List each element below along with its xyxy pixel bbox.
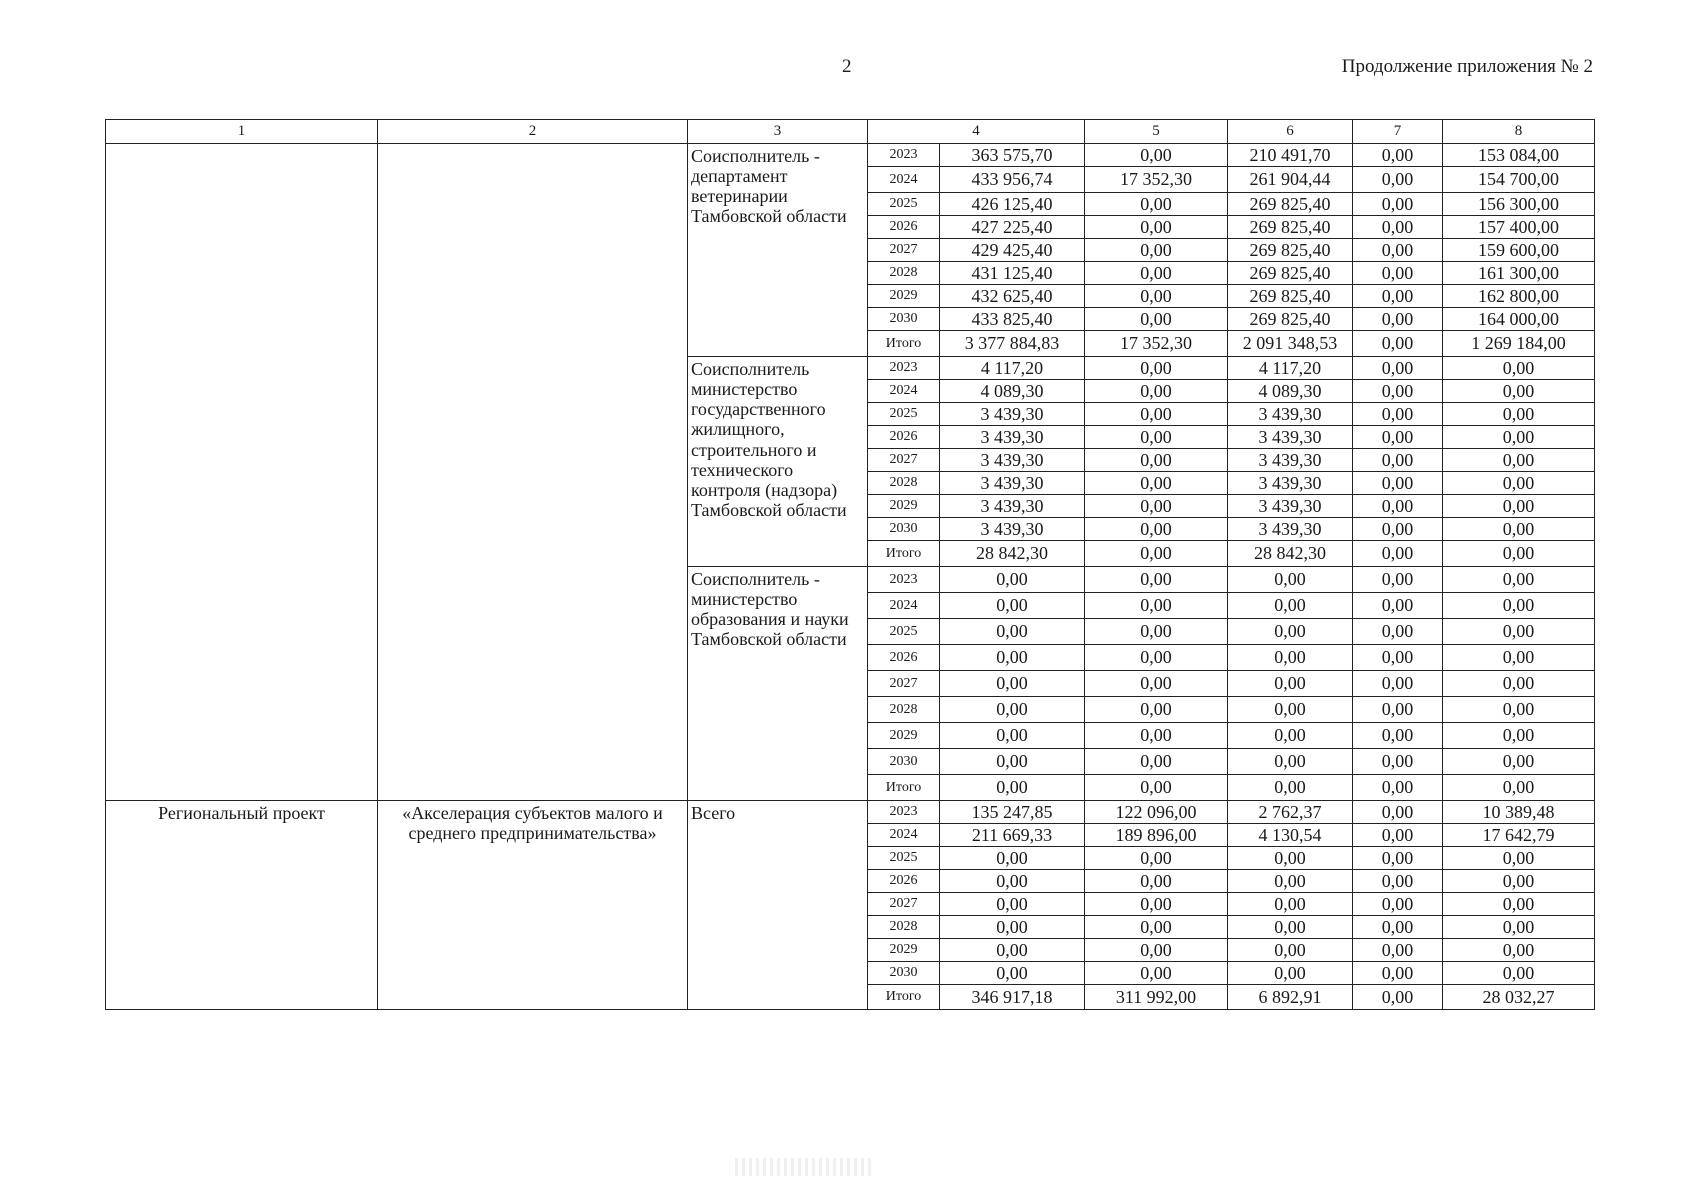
year-cell: 2030 <box>868 308 940 331</box>
amount-cell: 0,00 <box>1228 893 1353 916</box>
amount-cell: 3 439,30 <box>1228 426 1353 449</box>
amount-cell: 0,00 <box>1228 962 1353 985</box>
year-cell: 2030 <box>868 749 940 775</box>
amount-cell: 0,00 <box>1228 870 1353 893</box>
amount-cell: 1 269 184,00 <box>1443 331 1595 357</box>
year-cell: 2028 <box>868 472 940 495</box>
amount-cell: 161 300,00 <box>1443 262 1595 285</box>
year-cell: 2026 <box>868 870 940 893</box>
column-header: 6 <box>1228 120 1353 144</box>
amount-cell: 159 600,00 <box>1443 239 1595 262</box>
amount-cell: 0,00 <box>1443 893 1595 916</box>
amount-cell: 0,00 <box>1353 495 1443 518</box>
amount-cell: 0,00 <box>1353 403 1443 426</box>
amount-cell: 0,00 <box>1085 541 1228 567</box>
amount-cell: 0,00 <box>1353 939 1443 962</box>
amount-cell: 122 096,00 <box>1085 801 1228 824</box>
year-cell: Итого <box>868 541 940 567</box>
amount-cell: 0,00 <box>1443 518 1595 541</box>
column-header: 3 <box>688 120 868 144</box>
amount-cell: 0,00 <box>940 697 1085 723</box>
amount-cell: 3 439,30 <box>1228 472 1353 495</box>
year-cell: 2025 <box>868 619 940 645</box>
amount-cell: 17 352,30 <box>1085 331 1228 357</box>
amount-cell: 269 825,40 <box>1228 285 1353 308</box>
amount-cell: 0,00 <box>1085 239 1228 262</box>
amount-cell: 162 800,00 <box>1443 285 1595 308</box>
amount-cell: 0,00 <box>1443 357 1595 380</box>
amount-cell: 0,00 <box>1228 645 1353 671</box>
amount-cell: 157 400,00 <box>1443 216 1595 239</box>
executor-cell: Соисполнитель министерство государственного жилищного, строительного и технического контроля (надзора) Тамбовской области <box>688 357 868 567</box>
amount-cell: 0,00 <box>1353 645 1443 671</box>
amount-cell: 210 491,70 <box>1228 144 1353 167</box>
amount-cell: 0,00 <box>1085 916 1228 939</box>
column-header: 7 <box>1353 120 1443 144</box>
amount-cell: 3 439,30 <box>1228 518 1353 541</box>
amount-cell: 2 762,37 <box>1228 801 1353 824</box>
amount-cell: 3 439,30 <box>940 518 1085 541</box>
amount-cell: 0,00 <box>940 593 1085 619</box>
column-header: 5 <box>1085 120 1228 144</box>
amount-cell: 0,00 <box>1228 671 1353 697</box>
amount-cell: 28 032,27 <box>1443 985 1595 1010</box>
amount-cell: 0,00 <box>1085 403 1228 426</box>
amount-cell: 0,00 <box>1085 723 1228 749</box>
executor-cell: Соисполнитель - министерство образования и науки Тамбовской области <box>688 567 868 801</box>
page-number: 2 <box>842 56 852 77</box>
amount-cell: 0,00 <box>1353 262 1443 285</box>
amount-cell: 0,00 <box>940 723 1085 749</box>
amount-cell: 0,00 <box>1353 193 1443 216</box>
amount-cell: 0,00 <box>1353 449 1443 472</box>
amount-cell: 0,00 <box>1443 567 1595 593</box>
amount-cell: 0,00 <box>1085 671 1228 697</box>
amount-cell: 0,00 <box>1443 962 1595 985</box>
amount-cell: 0,00 <box>1085 380 1228 403</box>
amount-cell: 4 130,54 <box>1228 824 1353 847</box>
amount-cell: 0,00 <box>1443 403 1595 426</box>
amount-cell: 0,00 <box>940 962 1085 985</box>
amount-cell: 311 992,00 <box>1085 985 1228 1010</box>
amount-cell: 0,00 <box>1085 749 1228 775</box>
amount-cell: 0,00 <box>1085 357 1228 380</box>
year-cell: 2023 <box>868 144 940 167</box>
year-cell: 2027 <box>868 671 940 697</box>
amount-cell: 2 091 348,53 <box>1228 331 1353 357</box>
amount-cell: 0,00 <box>1085 285 1228 308</box>
amount-cell: 0,00 <box>1085 262 1228 285</box>
amount-cell: 3 439,30 <box>940 449 1085 472</box>
amount-cell: 0,00 <box>940 567 1085 593</box>
amount-cell: 0,00 <box>1353 697 1443 723</box>
year-cell: 2027 <box>868 239 940 262</box>
appendix-continuation-note: Продолжение приложения № 2 <box>1341 56 1593 77</box>
amount-cell: 0,00 <box>940 939 1085 962</box>
amount-cell: 0,00 <box>1353 331 1443 357</box>
year-cell: Итого <box>868 331 940 357</box>
amount-cell: 3 439,30 <box>940 472 1085 495</box>
year-cell: Итого <box>868 985 940 1010</box>
amount-cell: 0,00 <box>1443 749 1595 775</box>
amount-cell: 0,00 <box>1443 939 1595 962</box>
amount-cell: 3 377 884,83 <box>940 331 1085 357</box>
amount-cell: 0,00 <box>1353 962 1443 985</box>
amount-cell: 0,00 <box>1443 593 1595 619</box>
amount-cell: 0,00 <box>1353 916 1443 939</box>
amount-cell: 164 000,00 <box>1443 308 1595 331</box>
amount-cell: 432 625,40 <box>940 285 1085 308</box>
amount-cell: 0,00 <box>940 749 1085 775</box>
year-cell: 2028 <box>868 916 940 939</box>
amount-cell: 433 825,40 <box>940 308 1085 331</box>
amount-cell: 4 089,30 <box>1228 380 1353 403</box>
year-cell: 2030 <box>868 962 940 985</box>
amount-cell: 269 825,40 <box>1228 193 1353 216</box>
year-cell: Итого <box>868 775 940 801</box>
amount-cell: 431 125,40 <box>940 262 1085 285</box>
amount-cell: 189 896,00 <box>1085 824 1228 847</box>
amount-cell: 0,00 <box>1353 847 1443 870</box>
amount-cell: 0,00 <box>1353 518 1443 541</box>
amount-cell: 0,00 <box>1085 593 1228 619</box>
amount-cell: 0,00 <box>1228 593 1353 619</box>
amount-cell: 363 575,70 <box>940 144 1085 167</box>
table-row <box>106 144 1595 167</box>
amount-cell: 0,00 <box>1228 697 1353 723</box>
amount-cell: 429 425,40 <box>940 239 1085 262</box>
year-cell: 2028 <box>868 697 940 723</box>
amount-cell: 0,00 <box>940 645 1085 671</box>
amount-cell: 0,00 <box>1443 541 1595 567</box>
amount-cell: 3 439,30 <box>1228 495 1353 518</box>
amount-cell: 0,00 <box>1085 449 1228 472</box>
amount-cell: 0,00 <box>1353 893 1443 916</box>
amount-cell: 0,00 <box>1353 541 1443 567</box>
amount-cell: 28 842,30 <box>940 541 1085 567</box>
year-cell: 2027 <box>868 449 940 472</box>
amount-cell: 135 247,85 <box>940 801 1085 824</box>
amount-cell: 0,00 <box>940 775 1085 801</box>
year-cell: 2029 <box>868 939 940 962</box>
amount-cell: 0,00 <box>1085 645 1228 671</box>
amount-cell: 3 439,30 <box>1228 449 1353 472</box>
year-cell: 2026 <box>868 645 940 671</box>
amount-cell: 3 439,30 <box>940 426 1085 449</box>
amount-cell: 0,00 <box>1443 495 1595 518</box>
amount-cell: 10 389,48 <box>1443 801 1595 824</box>
amount-cell: 261 904,44 <box>1228 167 1353 193</box>
year-cell: 2024 <box>868 824 940 847</box>
year-cell: 2023 <box>868 357 940 380</box>
year-cell: 2023 <box>868 567 940 593</box>
amount-cell: 28 842,30 <box>1228 541 1353 567</box>
amount-cell: 0,00 <box>1353 144 1443 167</box>
amount-cell: 269 825,40 <box>1228 216 1353 239</box>
amount-cell: 0,00 <box>1443 472 1595 495</box>
amount-cell: 0,00 <box>940 671 1085 697</box>
amount-cell: 0,00 <box>940 870 1085 893</box>
amount-cell: 211 669,33 <box>940 824 1085 847</box>
year-cell: 2025 <box>868 193 940 216</box>
amount-cell: 0,00 <box>1353 749 1443 775</box>
amount-cell: 0,00 <box>1353 167 1443 193</box>
amount-cell: 0,00 <box>1085 193 1228 216</box>
amount-cell: 0,00 <box>1085 697 1228 723</box>
year-cell: 2030 <box>868 518 940 541</box>
amount-cell: 0,00 <box>1353 619 1443 645</box>
amount-cell: 0,00 <box>1228 723 1353 749</box>
amount-cell: 0,00 <box>1353 426 1443 449</box>
amount-cell: 346 917,18 <box>940 985 1085 1010</box>
amount-cell: 0,00 <box>1443 916 1595 939</box>
year-cell: 2029 <box>868 285 940 308</box>
amount-cell: 0,00 <box>1353 285 1443 308</box>
amount-cell: 3 439,30 <box>940 495 1085 518</box>
amount-cell: 0,00 <box>940 847 1085 870</box>
amount-cell: 0,00 <box>1443 380 1595 403</box>
amount-cell: 0,00 <box>1353 671 1443 697</box>
executor-cell: Соисполнитель - департамент ветеринарии Тамбовской области <box>688 144 868 357</box>
amount-cell: 269 825,40 <box>1228 262 1353 285</box>
year-cell: 2025 <box>868 403 940 426</box>
amount-cell: 0,00 <box>1085 775 1228 801</box>
amount-cell: 0,00 <box>1353 239 1443 262</box>
amount-cell: 0,00 <box>1228 567 1353 593</box>
year-cell: 2023 <box>868 801 940 824</box>
year-cell: 2029 <box>868 495 940 518</box>
amount-cell: 269 825,40 <box>1228 239 1353 262</box>
amount-cell: 0,00 <box>1085 495 1228 518</box>
program-element-name-cell: «Акселерация субъектов малого и среднего предпринимательства» <box>378 801 688 1010</box>
amount-cell: 0,00 <box>1228 775 1353 801</box>
amount-cell: 0,00 <box>1085 426 1228 449</box>
amount-cell: 0,00 <box>1085 847 1228 870</box>
amount-cell: 0,00 <box>1085 962 1228 985</box>
amount-cell: 0,00 <box>1443 847 1595 870</box>
amount-cell: 0,00 <box>1443 697 1595 723</box>
amount-cell: 0,00 <box>940 893 1085 916</box>
amount-cell: 427 225,40 <box>940 216 1085 239</box>
column-header: 4 <box>868 120 1085 144</box>
amount-cell: 0,00 <box>1085 939 1228 962</box>
amount-cell: 433 956,74 <box>940 167 1085 193</box>
amount-cell: 156 300,00 <box>1443 193 1595 216</box>
column-number-header-row <box>106 120 1595 144</box>
amount-cell: 0,00 <box>1353 824 1443 847</box>
amount-cell: 0,00 <box>1353 775 1443 801</box>
amount-cell: 0,00 <box>1443 723 1595 749</box>
amount-cell: 0,00 <box>1353 216 1443 239</box>
program-element-type-cell: Региональный проект <box>106 801 378 1010</box>
amount-cell: 0,00 <box>1443 775 1595 801</box>
amount-cell: 153 084,00 <box>1443 144 1595 167</box>
amount-cell: 0,00 <box>1353 593 1443 619</box>
amount-cell: 0,00 <box>940 619 1085 645</box>
amount-cell: 0,00 <box>1085 619 1228 645</box>
year-cell: 2026 <box>868 426 940 449</box>
amount-cell: 269 825,40 <box>1228 308 1353 331</box>
amount-cell: 154 700,00 <box>1443 167 1595 193</box>
amount-cell: 4 117,20 <box>1228 357 1353 380</box>
amount-cell: 0,00 <box>1443 619 1595 645</box>
amount-cell: 0,00 <box>1443 426 1595 449</box>
year-cell: 2025 <box>868 847 940 870</box>
year-cell: 2029 <box>868 723 940 749</box>
amount-cell: 0,00 <box>1443 645 1595 671</box>
amount-cell: 0,00 <box>1443 870 1595 893</box>
amount-cell: 0,00 <box>1085 870 1228 893</box>
amount-cell: 0,00 <box>1353 472 1443 495</box>
amount-cell: 0,00 <box>1228 939 1353 962</box>
amount-cell: 4 089,30 <box>940 380 1085 403</box>
amount-cell: 0,00 <box>1085 308 1228 331</box>
amount-cell: 0,00 <box>1353 380 1443 403</box>
year-cell: 2026 <box>868 216 940 239</box>
year-cell: 2027 <box>868 893 940 916</box>
amount-cell: 0,00 <box>1085 144 1228 167</box>
amount-cell: 0,00 <box>1353 723 1443 749</box>
amount-cell: 0,00 <box>940 916 1085 939</box>
amount-cell: 0,00 <box>1085 567 1228 593</box>
amount-cell: 0,00 <box>1228 847 1353 870</box>
amount-cell: 0,00 <box>1228 749 1353 775</box>
amount-cell: 4 117,20 <box>940 357 1085 380</box>
budget-table <box>105 119 1595 1010</box>
amount-cell: 0,00 <box>1228 916 1353 939</box>
column-header: 8 <box>1443 120 1595 144</box>
executor-cell: Всего <box>688 801 868 1010</box>
amount-cell: 0,00 <box>1353 801 1443 824</box>
column-header: 1 <box>106 120 378 144</box>
scan-artifact <box>735 1158 875 1176</box>
table-body <box>106 144 1595 1010</box>
amount-cell: 17 642,79 <box>1443 824 1595 847</box>
year-cell: 2028 <box>868 262 940 285</box>
amount-cell: 6 892,91 <box>1228 985 1353 1010</box>
amount-cell: 0,00 <box>1353 985 1443 1010</box>
amount-cell: 0,00 <box>1085 893 1228 916</box>
amount-cell: 0,00 <box>1085 216 1228 239</box>
program-element-name-cell <box>378 144 688 801</box>
amount-cell: 0,00 <box>1443 671 1595 697</box>
amount-cell: 0,00 <box>1353 870 1443 893</box>
amount-cell: 0,00 <box>1443 449 1595 472</box>
program-element-type-cell <box>106 144 378 801</box>
table-row <box>106 801 1595 824</box>
year-cell: 2024 <box>868 167 940 193</box>
amount-cell: 0,00 <box>1353 567 1443 593</box>
amount-cell: 0,00 <box>1085 518 1228 541</box>
amount-cell: 426 125,40 <box>940 193 1085 216</box>
amount-cell: 0,00 <box>1353 308 1443 331</box>
amount-cell: 3 439,30 <box>940 403 1085 426</box>
amount-cell: 0,00 <box>1085 472 1228 495</box>
amount-cell: 0,00 <box>1228 619 1353 645</box>
amount-cell: 17 352,30 <box>1085 167 1228 193</box>
amount-cell: 0,00 <box>1353 357 1443 380</box>
amount-cell: 3 439,30 <box>1228 403 1353 426</box>
year-cell: 2024 <box>868 380 940 403</box>
column-header: 2 <box>378 120 688 144</box>
year-cell: 2024 <box>868 593 940 619</box>
